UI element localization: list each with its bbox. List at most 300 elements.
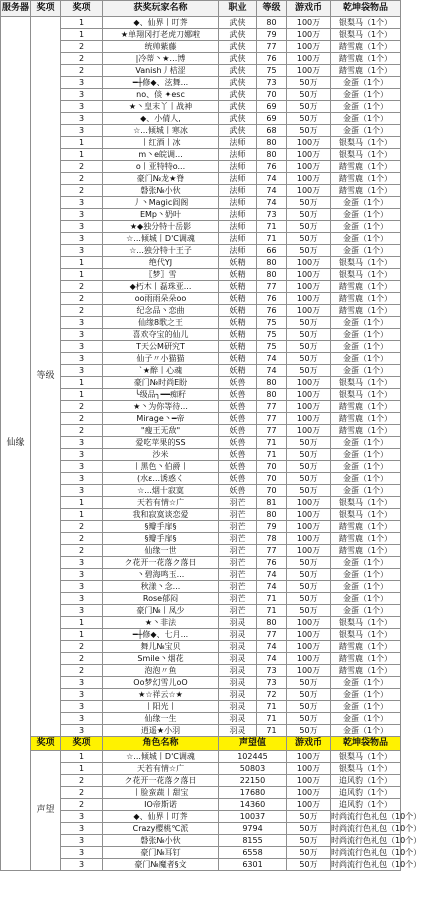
table-row	[1, 665, 401, 677]
coins-cell: 100万	[287, 269, 331, 281]
rank-cell: 2	[61, 545, 103, 557]
item-cell: 踏雪鹿（1个）	[331, 281, 401, 293]
class-cell: 法师	[219, 197, 257, 209]
table-row	[1, 581, 401, 593]
rank-cell: 3	[61, 605, 103, 617]
rank-cell: 3	[61, 677, 103, 689]
table-row	[1, 137, 401, 149]
class-cell: 羽灵	[219, 725, 257, 737]
item-cell: 踏雪鹿（1个）	[331, 41, 401, 53]
item-cell: 金蛋（1个）	[331, 485, 401, 497]
coins-cell: 50万	[287, 725, 331, 737]
level-cell: 74	[257, 173, 287, 185]
table-row	[1, 461, 401, 473]
header-award: 奖项	[31, 737, 61, 751]
player-name-cell: no、倓 ✦esc	[103, 89, 219, 101]
class-cell: 武侠	[219, 53, 257, 65]
rank-cell: 3	[61, 689, 103, 701]
rank-cell: 1	[61, 137, 103, 149]
player-name-cell: ◆、仙界丨叮荠	[103, 17, 219, 29]
coins-cell: 100万	[287, 389, 331, 401]
table-row	[1, 41, 401, 53]
rank-cell: 2	[61, 161, 103, 173]
level-cell: 78	[257, 533, 287, 545]
reputation-cell: 50803	[219, 763, 287, 775]
player-name-cell: ★丶非法	[103, 617, 219, 629]
rank-cell: 1	[61, 617, 103, 629]
coins-cell: 100万	[287, 53, 331, 65]
item-cell: 金蛋（1个）	[331, 437, 401, 449]
item-cell: 银梨马（1个）	[331, 17, 401, 29]
reputation-cell: 22150	[219, 775, 287, 787]
item-cell: 银梨马（1个）	[331, 629, 401, 641]
class-cell: 羽灵	[219, 617, 257, 629]
player-name-cell: 仙缘8歌之王	[103, 317, 219, 329]
item-cell: 金蛋（1个）	[331, 689, 401, 701]
item-cell: 踏雪鹿（1个）	[331, 293, 401, 305]
coins-cell: 50万	[287, 581, 331, 593]
item-cell: 金蛋（1个）	[331, 461, 401, 473]
item-cell: 银梨马（1个）	[331, 497, 401, 509]
item-cell: 追风豹（1个）	[331, 775, 401, 787]
table-row	[1, 557, 401, 569]
class-cell: 法师	[219, 173, 257, 185]
player-name-cell: T天公M研究T	[103, 341, 219, 353]
rank-cell: 2	[61, 65, 103, 77]
level-cell: 80	[257, 17, 287, 29]
level-cell: 75	[257, 65, 287, 77]
class-cell: 法师	[219, 245, 257, 257]
player-name-cell: 我和寂寞谈恋爱	[103, 509, 219, 521]
class-cell: 武侠	[219, 101, 257, 113]
table-header	[1, 1, 401, 17]
table-row	[1, 293, 401, 305]
player-name-cell: `★醉丨心魂	[103, 365, 219, 377]
level-cell: 77	[257, 413, 287, 425]
item-cell: 银梨马（1个）	[331, 137, 401, 149]
coins-cell: 100万	[287, 509, 331, 521]
rank-cell: 1	[61, 751, 103, 763]
item-cell: 踏雪鹿（1个）	[331, 545, 401, 557]
player-name-cell: o丨亚特特o...	[103, 161, 219, 173]
coins-cell: 50万	[287, 341, 331, 353]
class-cell: 法师	[219, 149, 257, 161]
player-name-cell: Smile丶烟花	[103, 653, 219, 665]
header-bag-items: 乾坤袋物品	[331, 737, 401, 751]
rank-cell: 3	[61, 101, 103, 113]
item-cell: 时尚流行色礼包（10个）	[331, 812, 421, 821]
header-award: 奖项	[31, 1, 61, 17]
table-row	[1, 101, 401, 113]
item-cell: 金蛋（1个）	[331, 449, 401, 461]
class-cell: 妖精	[219, 365, 257, 377]
level-cell: 72	[257, 689, 287, 701]
item-cell: 金蛋（1个）	[331, 593, 401, 605]
item-cell: 踏雪鹿（1个）	[331, 425, 401, 437]
level-cell: 80	[257, 509, 287, 521]
item-cell: 金蛋（1个）	[331, 557, 401, 569]
reputation-cell: 102445	[219, 751, 287, 763]
class-cell: 武侠	[219, 41, 257, 53]
class-cell: 妖兽	[219, 485, 257, 497]
class-cell: 法师	[219, 209, 257, 221]
class-cell: 妖精	[219, 341, 257, 353]
coins-cell: 100万	[287, 17, 331, 29]
table-row	[1, 89, 401, 101]
item-cell: 踏雪鹿（1个）	[331, 161, 401, 173]
player-name-cell: 天若有情☆广	[103, 497, 219, 509]
player-name-cell: "瘦王无敌"	[103, 425, 219, 437]
role-name-cell: 豪门№耳钉	[103, 847, 219, 859]
player-name-cell: ◆朽木丨磊珠亚...	[103, 281, 219, 293]
player-name-cell: 豪门№龙★脊	[103, 173, 219, 185]
rank-cell: 3	[61, 221, 103, 233]
item-cell: 银梨马（1个）	[331, 377, 401, 389]
class-cell: 武侠	[219, 65, 257, 77]
level-cell: 80	[257, 257, 287, 269]
coins-cell: 50万	[287, 713, 331, 725]
level-cell: 69	[257, 101, 287, 113]
item-cell: 金蛋（1个）	[331, 341, 401, 353]
reputation-cell: 17680	[219, 787, 287, 799]
table-row	[1, 377, 401, 389]
rank-cell: 3	[61, 245, 103, 257]
table-row	[1, 257, 401, 269]
coins-cell: 50万	[287, 689, 331, 701]
rank-cell: 2	[61, 305, 103, 317]
class-cell: 妖精	[219, 269, 257, 281]
player-name-cell: m丶e皖调...	[103, 149, 219, 161]
table-row	[1, 835, 401, 847]
level-cell: 74	[257, 353, 287, 365]
class-cell: 法师	[219, 137, 257, 149]
level-cell: 74	[257, 365, 287, 377]
table-row	[1, 509, 401, 521]
class-cell: 法师	[219, 221, 257, 233]
table-row	[1, 629, 401, 641]
item-cell: 银梨马（1个）	[331, 149, 401, 161]
server-cell: 仙缘	[1, 17, 31, 871]
coins-cell: 50万	[287, 569, 331, 581]
item-cell: 金蛋（1个）	[331, 569, 401, 581]
rank-cell: 1	[61, 257, 103, 269]
item-cell: 追风豹（1个）	[331, 787, 401, 799]
item-cell: 银梨马（1个）	[331, 389, 401, 401]
level-cell: 74	[257, 185, 287, 197]
level-cell: 74	[257, 641, 287, 653]
header-reputation: 声望值	[219, 737, 287, 751]
level-cell: 77	[257, 629, 287, 641]
rank-cell: 1	[61, 17, 103, 29]
level-cell: 80	[257, 617, 287, 629]
role-name-cell: 磐张№小伙	[103, 835, 219, 847]
level-cell: 71	[257, 605, 287, 617]
level-cell: 74	[257, 569, 287, 581]
coins-cell: 100万	[287, 413, 331, 425]
section2-header	[1, 737, 401, 751]
role-name-cell: 豪门№魔者§文	[103, 859, 219, 871]
player-name-cell: |冷蒂丶★…博	[103, 53, 219, 65]
rank-cell: 3	[61, 125, 103, 137]
level-cell: 76	[257, 53, 287, 65]
player-name-cell: 丶碧海鸣玉...	[103, 569, 219, 581]
class-cell: 妖精	[219, 281, 257, 293]
player-name-cell: ╰级品╮━━痴籽	[103, 389, 219, 401]
rank-cell: 3	[61, 859, 103, 871]
coins-cell: 100万	[287, 775, 331, 787]
class-cell: 羽芒	[219, 605, 257, 617]
item-cell: 金蛋（1个）	[331, 77, 401, 89]
player-name-cell: ★☆祥云☆★	[103, 689, 219, 701]
table-row	[1, 473, 401, 485]
table-row	[1, 763, 401, 775]
level-cell: 71	[257, 221, 287, 233]
rank-cell: 3	[61, 341, 103, 353]
level-cell: 73	[257, 209, 287, 221]
player-name-cell: ★丶皇末丫丨战神	[103, 101, 219, 113]
coins-cell: 100万	[287, 173, 331, 185]
rank-cell: 2	[61, 53, 103, 65]
coins-cell: 50万	[287, 461, 331, 473]
header-game-coins: 游戏币	[287, 737, 331, 751]
rank-cell: 3	[61, 437, 103, 449]
item-cell: 金蛋（1个）	[331, 209, 401, 221]
class-cell: 妖精	[219, 353, 257, 365]
item-cell: 时尚流行色礼包（10个）	[331, 848, 421, 857]
level-cell: 70	[257, 89, 287, 101]
level-cell: 74	[257, 653, 287, 665]
coins-cell: 50万	[287, 473, 331, 485]
class-cell: 法师	[219, 233, 257, 245]
level-cell: 75	[257, 317, 287, 329]
class-cell: 羽灵	[219, 641, 257, 653]
class-cell: 羽灵	[219, 701, 257, 713]
level-cell: 81	[257, 497, 287, 509]
rank-cell: 3	[61, 847, 103, 859]
player-name-cell: §瓣手扉§	[103, 533, 219, 545]
table-row	[1, 823, 401, 835]
item-cell: 银梨马（1个）	[331, 257, 401, 269]
player-name-cell: 逍遥★小羽	[103, 725, 219, 737]
level-cell: 71	[257, 449, 287, 461]
player-name-cell: 舞儿№宝贝	[103, 641, 219, 653]
player-name-cell: 豪门№时尚E盼	[103, 377, 219, 389]
rank-cell: 3	[61, 485, 103, 497]
player-name-cell: ━┼修◆、泫舞...	[103, 77, 219, 89]
player-name-cell: 仙子〃小猫猫	[103, 353, 219, 365]
item-cell: 时尚流行色礼包（10个）	[331, 836, 421, 845]
coins-cell: 100万	[287, 763, 331, 775]
rank-cell: 3	[61, 581, 103, 593]
table-row	[1, 17, 401, 29]
level-cell: 76	[257, 293, 287, 305]
item-cell: 金蛋（1个）	[331, 101, 401, 113]
rank-cell: 2	[61, 533, 103, 545]
rank-cell: 2	[61, 787, 103, 799]
player-name-cell: 丨红酒丨冰	[103, 137, 219, 149]
player-name-cell: ク花开一花落ク落日	[103, 557, 219, 569]
level-cell: 74	[257, 581, 287, 593]
coins-cell: 50万	[287, 365, 331, 377]
player-name-cell: oo雨雨朵朵oo	[103, 293, 219, 305]
header-award-rank: 奖项	[61, 737, 103, 751]
level-cell: 80	[257, 377, 287, 389]
role-name-cell: IO帝斯诺	[103, 799, 219, 811]
rank-cell: 1	[61, 377, 103, 389]
table-row	[1, 677, 401, 689]
rank-cell: 2	[61, 641, 103, 653]
rank-cell: 3	[61, 77, 103, 89]
item-cell: 踏雪鹿（1个）	[331, 653, 401, 665]
level-cell: 74	[257, 197, 287, 209]
class-cell: 羽芒	[219, 509, 257, 521]
class-cell: 武侠	[219, 113, 257, 125]
reputation-cell: 10037	[219, 811, 287, 823]
class-cell: 妖兽	[219, 377, 257, 389]
coins-cell: 50万	[287, 125, 331, 137]
level-cell: 66	[257, 245, 287, 257]
table-row	[1, 775, 401, 787]
level-cell: 80	[257, 149, 287, 161]
coins-cell: 50万	[287, 101, 331, 113]
rank-cell: 3	[61, 365, 103, 377]
coins-cell: 100万	[287, 425, 331, 437]
class-cell: 武侠	[219, 29, 257, 41]
coins-cell: 100万	[287, 533, 331, 545]
table-row	[1, 521, 401, 533]
rank-cell: 3	[61, 209, 103, 221]
level-cell: 75	[257, 329, 287, 341]
table-row	[1, 245, 401, 257]
class-cell: 武侠	[219, 17, 257, 29]
item-cell: 踏雪鹿（1个）	[331, 533, 401, 545]
player-name-cell: 磐张№小伙	[103, 185, 219, 197]
class-cell: 羽芒	[219, 593, 257, 605]
rank-cell: 1	[61, 629, 103, 641]
table-row	[1, 401, 401, 413]
item-cell: 银梨马（1个）	[331, 617, 401, 629]
role-name-cell: ☆...倾城丨D'C调魂	[103, 751, 219, 763]
rank-cell: 2	[61, 425, 103, 437]
coins-cell: 50万	[287, 835, 331, 847]
level-cell: 73	[257, 677, 287, 689]
rank-cell: 3	[61, 353, 103, 365]
class-cell: 妖兽	[219, 449, 257, 461]
level-cell: 71	[257, 593, 287, 605]
item-cell: 金蛋（1个）	[331, 125, 401, 137]
table-row	[1, 641, 401, 653]
class-cell: 羽芒	[219, 569, 257, 581]
item-cell: 金蛋（1个）	[331, 233, 401, 245]
header-award-rank: 奖项	[61, 1, 103, 17]
table-row	[1, 29, 401, 41]
coins-cell: 100万	[287, 65, 331, 77]
item-cell: 踏雪鹿（1个）	[331, 305, 401, 317]
level-cell: 77	[257, 41, 287, 53]
player-name-cell: 统帅紫藤	[103, 41, 219, 53]
player-name-cell: ☆...独分特十王子	[103, 245, 219, 257]
rank-cell: 2	[61, 281, 103, 293]
table-row	[1, 425, 401, 437]
level-cell: 69	[257, 113, 287, 125]
level-cell: 70	[257, 485, 287, 497]
item-cell: 金蛋（1个）	[331, 605, 401, 617]
level-cell: 73	[257, 77, 287, 89]
level-cell: 70	[257, 461, 287, 473]
reputation-cell: 6301	[219, 859, 287, 871]
rank-cell: 2	[61, 799, 103, 811]
item-cell: 金蛋（1个）	[331, 113, 401, 125]
table-row	[1, 173, 401, 185]
class-cell: 妖兽	[219, 401, 257, 413]
role-name-cell: ク花开一花落ク落日	[103, 775, 219, 787]
rank-cell: 3	[61, 725, 103, 737]
header-class: 职业	[219, 1, 257, 17]
coins-cell: 50万	[287, 847, 331, 859]
class-cell: 妖兽	[219, 425, 257, 437]
coins-cell: 100万	[287, 305, 331, 317]
rank-cell: 1	[61, 269, 103, 281]
coins-cell: 100万	[287, 293, 331, 305]
item-cell: 金蛋（1个）	[331, 725, 401, 737]
player-name-cell: Mirage丶━帝	[103, 413, 219, 425]
coins-cell: 50万	[287, 317, 331, 329]
coins-cell: 100万	[287, 161, 331, 173]
table-row	[1, 497, 401, 509]
class-cell: 羽灵	[219, 677, 257, 689]
item-cell: 踏雪鹿（1个）	[331, 665, 401, 677]
rank-cell: 3	[61, 317, 103, 329]
table-row	[1, 305, 401, 317]
coins-cell: 100万	[287, 751, 331, 763]
item-cell: 金蛋（1个）	[331, 329, 401, 341]
player-name-cell: ☆...倾城丨寒冰	[103, 125, 219, 137]
coins-cell: 100万	[287, 149, 331, 161]
player-name-cell: 沙米	[103, 449, 219, 461]
rank-cell: 2	[61, 185, 103, 197]
item-cell: 金蛋（1个）	[331, 221, 401, 233]
class-cell: 妖兽	[219, 413, 257, 425]
coins-cell: 50万	[287, 811, 331, 823]
item-cell: 金蛋（1个）	[331, 197, 401, 209]
table-row	[1, 233, 401, 245]
item-cell: 金蛋（1个）	[331, 245, 401, 257]
level-cell: 71	[257, 437, 287, 449]
player-name-cell: Rose郁闷	[103, 593, 219, 605]
rank-cell: 2	[61, 665, 103, 677]
header-bag-items: 乾坤袋物品	[331, 1, 401, 17]
item-cell: 踏雪鹿（1个）	[331, 53, 401, 65]
table-row	[1, 113, 401, 125]
reputation-cell: 6558	[219, 847, 287, 859]
level-cell: 79	[257, 29, 287, 41]
rank-cell: 1	[61, 389, 103, 401]
coins-cell: 100万	[287, 281, 331, 293]
player-name-cell: ★丶为你等待...	[103, 401, 219, 413]
table-row	[1, 569, 401, 581]
table-row	[1, 653, 401, 665]
rank-cell: 2	[61, 173, 103, 185]
rank-cell: 3	[61, 449, 103, 461]
coins-cell: 50万	[287, 557, 331, 569]
item-cell: 金蛋（1个）	[331, 317, 401, 329]
rank-cell: 2	[61, 521, 103, 533]
player-name-cell: 喜欢夺宝的仙儿	[103, 329, 219, 341]
item-cell: 银梨马（1个）	[331, 751, 401, 763]
player-name-cell: Vanish丿桔涩	[103, 65, 219, 77]
role-name-cell: 天若有情☆广	[103, 763, 219, 775]
table-row	[1, 413, 401, 425]
